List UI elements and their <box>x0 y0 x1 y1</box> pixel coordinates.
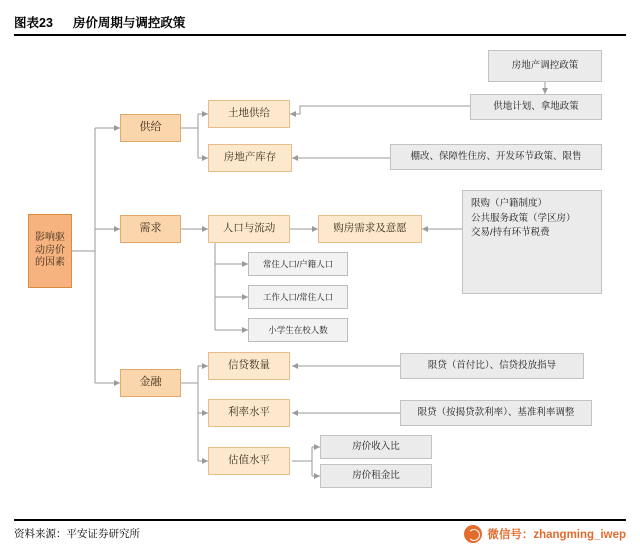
node-purchase-demand-label: 购房需求及意愿 <box>333 222 407 235</box>
node-price-rent-ratio <box>320 464 432 488</box>
node-policy-shantytown-label: 棚改、保障性住房、开发环节政策、限售 <box>410 151 582 163</box>
node-land-supply-label: 土地供给 <box>228 107 270 120</box>
node-policy-land-plan <box>470 94 602 120</box>
node-valuation-level <box>208 447 290 475</box>
node-policy-mortgage-rate-label: 限贷（按揭贷款利率）、基准利率调整 <box>417 407 575 419</box>
diagram-canvas <box>0 36 640 526</box>
node-root-label: 影响驱动房价的因素 <box>35 232 65 269</box>
node-population-migration-label: 人口与流动 <box>222 222 276 235</box>
node-policy-land-plan-label: 供地计划、拿地政策 <box>493 101 579 113</box>
node-resident-ratio-label: 常住人口/户籍人口 <box>262 258 334 269</box>
node-primary-students-label: 小学生在校人数 <box>268 324 328 335</box>
source-note: 资料来源：平安证券研究所 <box>14 527 140 540</box>
node-land-supply <box>208 100 290 128</box>
node-category-finance-label: 金融 <box>139 376 162 389</box>
policy-demand-line-2: 公共服务政策（学区房） <box>471 212 576 224</box>
node-root <box>28 214 72 288</box>
node-policy-credit-limit-label: 限贷（首付比）、信贷投放指导 <box>427 360 557 372</box>
policy-demand-line-1: 限购（户籍制度） <box>471 198 548 209</box>
node-price-income-ratio-label: 房价收入比 <box>352 441 400 453</box>
node-price-income-ratio <box>320 435 432 459</box>
figure-title: 房价周期与调控政策 <box>72 16 186 30</box>
circle-logo-icon <box>464 525 482 543</box>
node-policy-demand-block <box>462 190 602 294</box>
node-policy-realestate-control-label: 房地产调控政策 <box>511 60 579 72</box>
node-credit-quantity <box>208 352 290 380</box>
node-worker-ratio-label: 工作人口/常住人口 <box>262 291 334 302</box>
watermark-label: 微信号：zhangming_iwep <box>487 529 626 541</box>
node-interest-rate-label: 利率水平 <box>228 406 270 419</box>
node-price-rent-ratio-label: 房价租金比 <box>352 470 400 482</box>
node-purchase-demand <box>318 215 422 243</box>
node-category-demand <box>120 215 181 243</box>
node-policy-mortgage-rate <box>400 400 592 426</box>
node-policy-shantytown <box>390 144 602 170</box>
node-primary-students <box>248 318 348 342</box>
node-credit-quantity-label: 信贷数量 <box>228 359 270 372</box>
watermark <box>464 525 626 543</box>
node-policy-credit-limit <box>400 353 584 379</box>
node-category-demand-label: 需求 <box>139 222 162 235</box>
node-policy-realestate-control <box>488 50 602 82</box>
node-category-supply <box>120 114 181 142</box>
figure-header <box>14 10 626 36</box>
node-realestate-inventory-label: 房地产库存 <box>223 151 277 164</box>
node-valuation-level-label: 估值水平 <box>228 454 270 467</box>
node-realestate-inventory <box>208 144 292 172</box>
policy-demand-line-3: 交易/持有环节税费 <box>471 227 550 239</box>
node-population-migration <box>208 215 290 243</box>
node-category-supply-label: 供给 <box>139 121 162 134</box>
node-category-finance <box>120 369 181 397</box>
node-worker-ratio <box>248 285 348 309</box>
figure-number: 图表23 <box>14 16 53 30</box>
node-resident-ratio <box>248 252 348 276</box>
node-interest-rate <box>208 399 290 427</box>
